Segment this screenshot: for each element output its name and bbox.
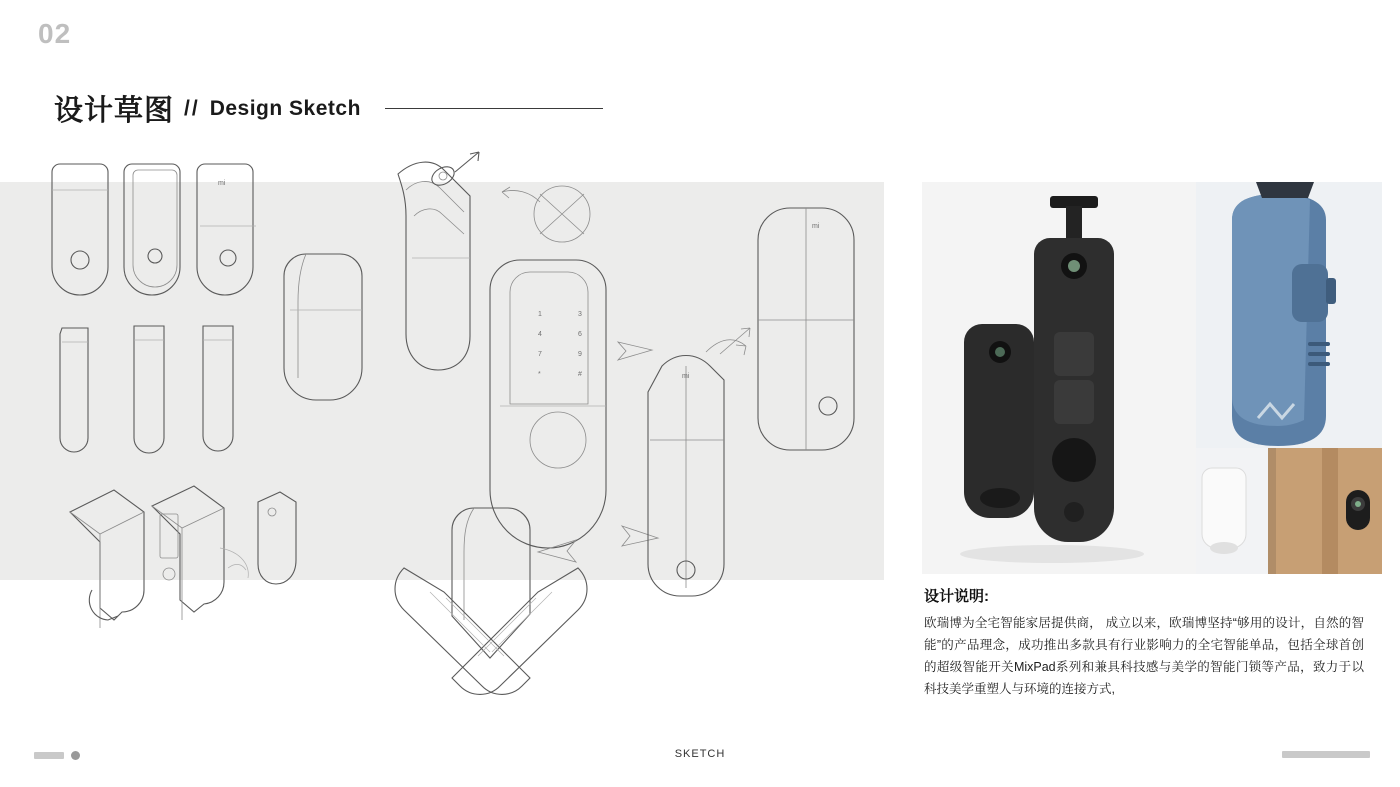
footer-progress-right[interactable]: [1282, 751, 1370, 758]
title-separator: //: [184, 96, 200, 120]
page-number: 02: [38, 18, 72, 49]
brand-mark-label-3: mi: [812, 223, 820, 230]
keypad-key-1: 1: [538, 311, 542, 318]
keypad-key-7: 7: [538, 351, 542, 358]
footer-progress-left[interactable]: [34, 751, 80, 760]
page-title-en: Design Sketch: [209, 96, 361, 120]
page-title: [54, 88, 603, 129]
description-body: 欧瑞博为全宅智能家居提供商， 成立以来，欧瑞博坚持“够用的设计，自然的智能”的产品理念，成功推出多款具有行业影响力的全宅智能单品，包括全球首创的超级智能开关MixPad系列和兼具科技感与美学的智能门锁等产品，致力于以科技美学重塑人与环境的连接方式,: [924, 616, 1364, 696]
keypad-key-4: 4: [538, 331, 542, 338]
sketch-arrows: [538, 328, 750, 562]
brand-mark-label-2: mi: [682, 373, 690, 380]
sketch-perspective-modules: [70, 486, 296, 628]
sketch-body-right-middle: [648, 356, 724, 597]
brand-mark-label: mi: [218, 180, 226, 187]
sketch-body-far-right: [758, 208, 854, 450]
product-photo-blue-device: [1196, 182, 1382, 448]
footer-dot-icon: [71, 751, 80, 760]
page-title-cn: 设计草图: [54, 95, 175, 127]
keypad-key-9: 9: [578, 351, 582, 358]
product-photo-white-handle: [1196, 448, 1268, 574]
sketch-angled-body: [398, 152, 479, 370]
sketch-front-views: [52, 164, 256, 295]
footer-bar-icon: [34, 752, 64, 759]
sketch-rounded-body-left: [284, 254, 362, 400]
footer-label: SKETCH: [674, 748, 726, 760]
title-rule: [385, 108, 603, 109]
sketch-v-pair: [395, 508, 587, 694]
product-photo-main: [922, 182, 1222, 574]
keypad-key-star: *: [538, 371, 541, 378]
design-sketch-drawings: [0, 130, 900, 730]
description-heading: 设计说明:: [924, 588, 989, 605]
keypad-key-hash: #: [578, 371, 582, 378]
keypad-key-6: 6: [578, 331, 582, 338]
sketch-keypad-unit: [490, 186, 606, 548]
sketch-side-views: [60, 326, 233, 453]
keypad-key-3: 3: [578, 311, 582, 318]
